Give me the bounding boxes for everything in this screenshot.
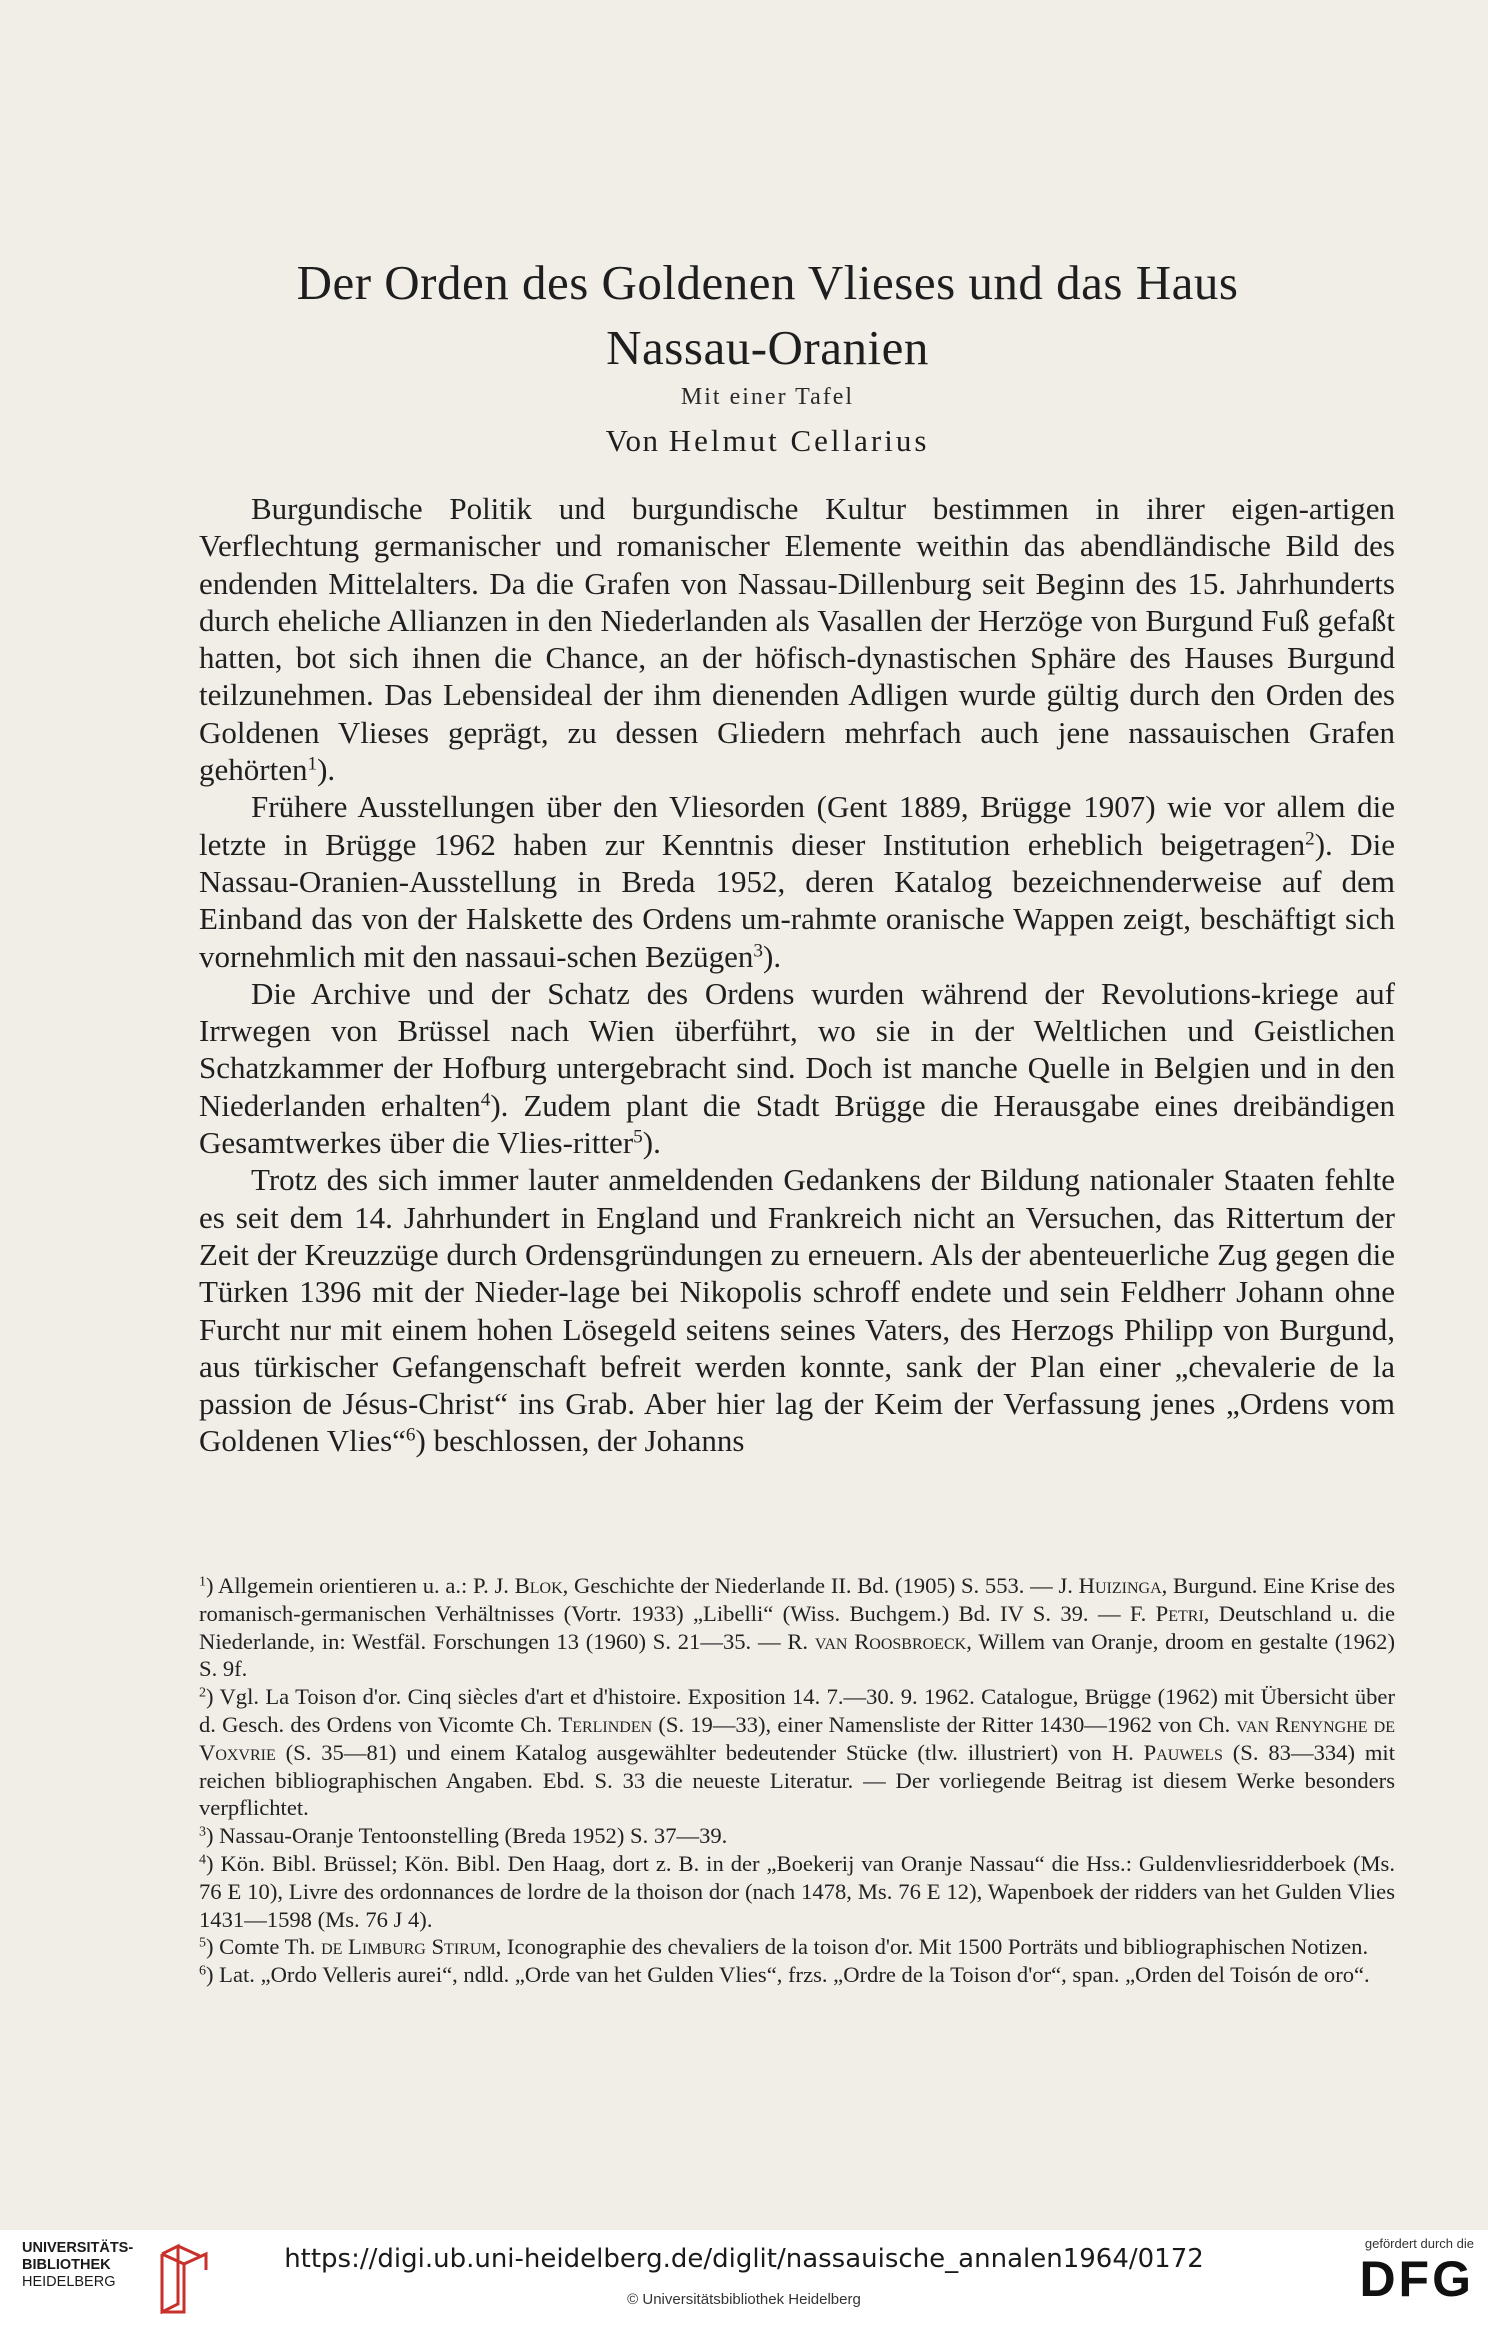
copyright-notice: © Universitätsbibliothek Heidelberg [627, 2291, 861, 2308]
paragraph-1-end: ). [317, 752, 336, 788]
footnote-6-mark: 6 [199, 1963, 206, 1979]
paragraph-2-text-b: ). Die Nassau-Oranien-Ausstellung in Breda 1952, deren Katalog bezeichnenderweise auf dem Einband das von der Halskette des Ordens um-rahmte oranische Wappen zeigt, beschäftigt sich vornehmlich mit den nassaui-schen Bezügen [199, 826, 1395, 974]
dfg-wordmark: DFG [1359, 2251, 1474, 2307]
footnote-ref-3[interactable]: 3 [753, 940, 764, 961]
article-title [140, 250, 1395, 380]
footnotes [199, 1572, 1395, 1989]
paragraph-1 [199, 490, 1395, 788]
funded-by-label: gefördert durch die [1364, 2236, 1474, 2251]
footnote-5-mark: 5 [199, 1935, 206, 1951]
paragraph-3 [199, 975, 1395, 1161]
footnote-2-mark: 2 [199, 1685, 206, 1701]
author-prefix: Von [605, 423, 669, 458]
paragraph-4-text-b: ) beschlossen, der Johanns [415, 1423, 745, 1459]
permalink-url[interactable]: https://digi.ub.uni-heidelberg.de/diglit/nassauische_annalen1964/0172 [284, 2244, 1204, 2274]
footnote-4-text: ) Kön. Bibl. Brüssel; Kön. Bibl. Den Haag, dort z. B. in der „Boekerij van Oranje Nassau“ die Hss.: Guldenvliesridderboek (Ms. 76 E 10), Livre des ordonnances de lordre de la thoison dor (nach 1478, Ms. 76 E 12), Wapenboek der ridders van het Gulden Vlies 1431—1598 (Ms. 76 J 4). [199, 1850, 1395, 1932]
author-limburg-stirum: de Limburg Stirum [321, 1934, 496, 1960]
footnote-1-text: , Burgund. Eine Krise des romanisch-germanischen Verhältnisses (Vortr. 1933) „Libelli“ (Wiss. Buchgem.) Bd. IV S. 39. — F. [199, 1573, 1395, 1626]
paragraph-2-text-a: Frühere Ausstellungen über den Vliesorden (Gent 1889, Brügge 1907) wie vor allem die letzte in Brügge 1962 haben zur Kenntnis dieser Institution erheblich beigetragen [199, 789, 1395, 862]
paragraph-1-text: Burgundische Politik und burgundische Kultur bestimmen in ihrer eigen-artigen Verflechtung germanischer und romanischer Elemente weithin das abendländische Bild des endenden Mittelalters. Da die Grafen von Nassau-Dillenburg seit Beginn des 15. Jahrhunderts durch eheliche Allianzen in den Niederlanden als Vasallen der Herzöge von Burgund Fuß gefaßt hatten, bot sich ihnen die Chance, an der höfisch-dynastischen Sphäre des Hauses Burgund teilzunehmen. Das Lebensideal der ihm dienenden Adligen wurde gültig durch den Orden des Goldenen Vlieses geprägt, zu dessen Gliedern mehrfach auch jene nassauischen Grafen gehörten [199, 491, 1395, 788]
footnote-2-text: (S. 19—33), einer Namensliste der Ritter 1430—1962 von Ch. [652, 1711, 1237, 1737]
article-body [199, 490, 1395, 1460]
footnote-3 [199, 1822, 1395, 1850]
paragraph-4 [199, 1161, 1395, 1459]
paragraph-3-end: ). [642, 1125, 661, 1161]
logo-line-1: UNIVERSITÄTS- [22, 2240, 134, 2256]
footnote-2 [199, 1683, 1395, 1822]
dfg-logo[interactable] [1304, 2236, 1474, 2318]
author-pauwels: Pauwels [1143, 1739, 1223, 1765]
paragraph-2-end: ). [763, 938, 782, 974]
footnote-4 [199, 1850, 1395, 1933]
paragraph-2 [199, 788, 1395, 974]
footnote-1-text: , Deutschland u. die Niederlande, in: Westfäl. Forschungen 13 (1960) S. 21—35. — R. [199, 1600, 1395, 1654]
footnote-3-text: ) Nassau-Oranje Tentoonstelling (Breda 1952) S. 37—39. [206, 1823, 728, 1849]
subtitle: Mit einer Tafel [680, 384, 855, 410]
footnote-1-text: , Geschichte der Niederlande II. Bd. (1905) S. 553. — J. [562, 1573, 1079, 1598]
footnote-ref-6[interactable]: 6 [405, 1424, 416, 1446]
footnote-2-text: (S. 83—334) mit reichen bibliographischen Angaben. Ebd. S. 33 die neueste Literatur. — Der vorliegende Beitrag ist diesem Werke besonders verpflichtet. [199, 1739, 1395, 1821]
author-huizinga: Huizinga [1078, 1573, 1162, 1598]
author-name: Helmut Cellarius [668, 423, 930, 458]
footnote-2-text: (S. 35—81) und einem Katalog ausgewählter bedeutender Stücke (tlw. illustriert) von H. [275, 1739, 1144, 1765]
paragraph-3-text-b: ). Zudem plant die Stadt Brügge die Herausgabe eines dreibändigen Gesamtwerkes über die Vlies-ritter [199, 1087, 1395, 1161]
footnote-ref-5[interactable]: 5 [633, 1126, 643, 1148]
paragraph-3-text-a: Die Archive und der Schatz des Ordens wurden während der Revolutions-kriege auf Irrwegen von Brüssel nach Wien überführt, wo sie in der Weltlichen und Geistlichen Schatzkammer der Hofburg untergebracht sind. Doch ist manche Quelle in Belgien und in den Niederlanden erhalten [199, 975, 1395, 1123]
footnote-6 [199, 1961, 1395, 1989]
author-blok: Blok [514, 1573, 563, 1598]
footnote-1-text: , Willem van Oranje, droom en gestalte (1962) S. 9f. [199, 1628, 1395, 1682]
footnote-2-text: ) Vgl. La Toison d'or. Cinq siècles d'art et d'histoire. Exposition 14. 7.—30. 9. 1962. Catalogue, Brügge (1962) mit Übersicht über d. Gesch. des Ordens von Vicomte Ch. [199, 1684, 1395, 1737]
footnote-5-text: , Iconographie des chevaliers de la toison d'or. Mit 1500 Porträts und bibliographischen Notizen. [495, 1934, 1369, 1960]
author-petri: Petri [1155, 1600, 1204, 1626]
author-renynghe: van Renynghe de Voxvrie [199, 1711, 1396, 1765]
author-line [140, 423, 1395, 459]
footnote-1-text: ) Allgemein orientieren u. a.: P. J. [206, 1573, 515, 1598]
footnote-ref-4[interactable]: 4 [480, 1089, 491, 1111]
footnote-4-mark: 4 [199, 1852, 206, 1868]
paragraph-4-text-a: Trotz des sich immer lauter anmeldenden Gedankens der Bildung nationaler Staaten fehlte es seit dem 14. Jahrhundert in England und Frankreich nicht an Versuchen, das Rittertum der Zeit der Kreuzzüge durch Ordensgründungen zu erneuern. Als der abenteuerliche Zug gegen die Türken 1396 mit der Nieder-lage bei Nikopolis schroff endete und sein Feldherr Johann ohne Furcht nur mit einem hohen Lösegeld seitens seines Vaters, des Herzogs Philipp von Burgund, aus türkischer Gefangenschaft befreit werden konnte, sank der Plan einer „chevalerie de la passion de Jésus-Christ“ ins Grab. Aber hier lag der Keim der Verfassung jenes „Ordens vom Goldenen Vlies“ [199, 1162, 1395, 1459]
footnote-3-mark: 3 [199, 1824, 206, 1840]
footnote-1-mark: 1 [199, 1574, 206, 1590]
title-line-2: Nassau-Oranien [606, 320, 929, 375]
logo-line-2: BIBLIOTHEK [22, 2257, 111, 2273]
author-roosbroeck: van Roosbroeck [814, 1628, 967, 1654]
title-line-1: Der Orden des Goldenen Vlieses und das Haus [296, 255, 1239, 310]
footnote-5-text: ) Comte Th. [206, 1934, 322, 1960]
footnote-5 [199, 1933, 1395, 1961]
footnote-1 [199, 1572, 1395, 1683]
footnote-ref-1[interactable]: 1 [307, 753, 318, 775]
logo-line-3: HEIDELBERG [22, 2274, 116, 2290]
footnote-ref-2[interactable]: 2 [1305, 828, 1315, 850]
footnote-6-text: ) Lat. „Ordo Velleris aurei“, ndld. „Orde van het Gulden Vlies“, frzs. „Ordre de la Toison d'or“, span. „Orden del Toisón de oro“. [206, 1962, 1370, 1988]
author-terlinden: Terlinden [558, 1711, 653, 1737]
